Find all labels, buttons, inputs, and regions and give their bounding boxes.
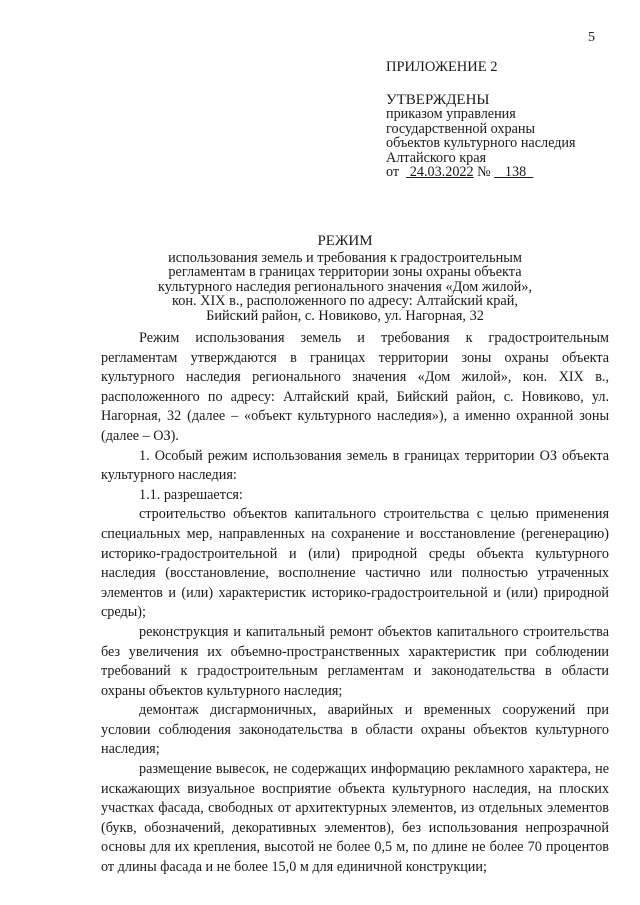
document-title [150, 234, 540, 324]
approval-number: 138 [504, 164, 527, 180]
approval-line: государственной охраны [386, 120, 536, 137]
permitted-item-paragraph: размещение вывесок, не содержащих информацию рекламного характера, не искажающих визуальное восприятие объекта культурного наследия, на плоских участках фасада, свободных от архитектурных элементов, из отдельных элементов (букв, обозначений, декоративных элементов), без использования непрозрачной основы для их крепления, высотой не более 0,5 м, по длине не более 70 процентов от длины фасада и не более 15,0 м для единичной конструкции; [101, 761, 609, 876]
title-line: регламентам в границах территории зоны охраны объекта [168, 264, 522, 281]
approval-date: 24.03.2022 [409, 164, 474, 180]
approval-line: Алтайского края [386, 149, 487, 166]
permitted-item-paragraph: реконструкция и капитальный ремонт объектов капитального строительства без увеличения их объемно-пространственных характеристик при соблюдении требований к градостроительным регламентам и законодательства в области охраны объектов культурного наследия; [101, 623, 609, 699]
number-sign: № [477, 164, 491, 180]
title-line: Бийский район, с. Новиково, ул. Нагорная, 32 [206, 307, 484, 324]
appendix-label: ПРИЛОЖЕНИЕ 2 [386, 59, 498, 75]
document-body [101, 329, 609, 878]
title-line: кон. XIX в., расположенного по адресу: Алтайский край, [172, 293, 518, 310]
title-heading: РЕЖИМ [317, 233, 373, 249]
date-prefix: от [386, 164, 400, 180]
title-line: культурного наследия регионального значения «Дом жилой», [157, 278, 533, 295]
permitted-item-paragraph: строительство объектов капитального строительства с целью применения специальных мер, направленных на сохранение и восстановление (регенерацию) историко-градостроительной и (или) природной среды объекта культурного наследия (восстановление, восполнение частично или полностью утраченных элементов и (или) характеристик историко-градостроительной и (или) природной среды); [101, 506, 609, 621]
page-number: 5 [588, 30, 595, 45]
approval-date-line [386, 165, 576, 180]
title-line: использования земель и требования к градостроительным [168, 249, 522, 266]
approved-label: УТВЕРЖДЕНЫ [386, 91, 490, 108]
section-heading-paragraph: 1. Особый режим использования земель в границах территории ОЗ объекта культурного наследия: [101, 447, 609, 484]
intro-paragraph: Режим использования земель и требования к градостроительным регламентам утверждаются в границах территории зоны охраны объекта культурного наследия регионального значения «Дом жилой», кон. XIX в., расположенного по адресу: Алтайский край, Бийский район, с. Новиково, ул. Нагорная, 32 (далее – «объект культурного наследия»), а именно охранной зоны (далее – ОЗ). [101, 330, 609, 444]
permitted-item-paragraph: демонтаж дисгармоничных, аварийных и временных сооружений при условии соблюдения законодательства в области охраны объектов культурного наследия; [101, 702, 609, 758]
subsection-heading-paragraph: 1.1. разрешается: [139, 486, 243, 503]
approval-line: приказом управления [386, 106, 516, 122]
approval-line: объектов культурного наследия [386, 135, 576, 151]
approval-block [386, 60, 576, 180]
